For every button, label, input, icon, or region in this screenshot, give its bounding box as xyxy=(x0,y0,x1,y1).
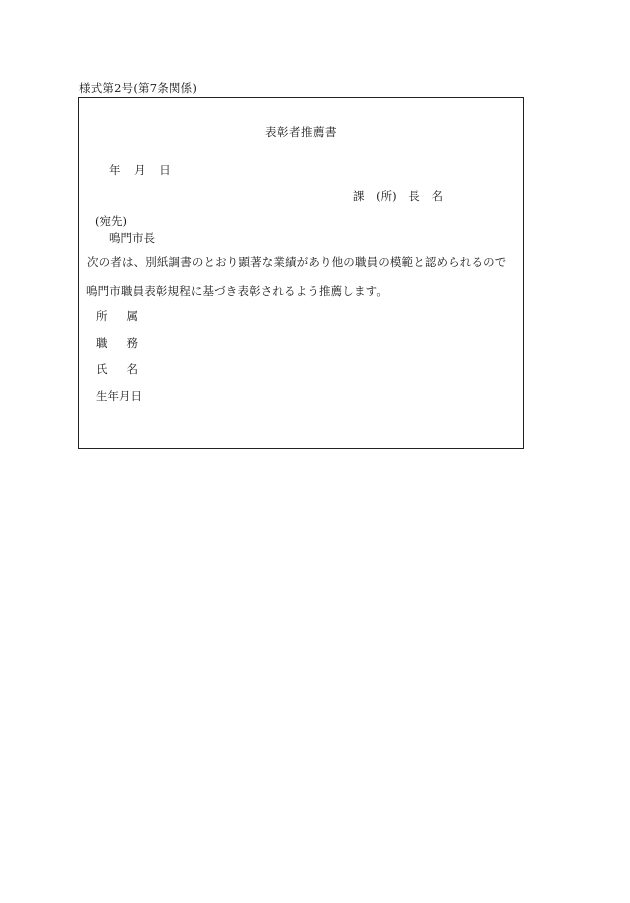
form-number-label: 様式第2号(第7条関係) xyxy=(79,81,198,95)
field-affiliation-label: 所属 xyxy=(96,309,157,323)
addressee-name: 鳴門市長 xyxy=(109,231,155,245)
field-birthdate-label: 生年月日 xyxy=(96,389,142,403)
recommendation-form xyxy=(78,97,524,449)
form-title: 表彰者推薦書 xyxy=(265,125,337,139)
date-line: 年 月 日 xyxy=(109,163,171,177)
signer-line: 課 (所) 長 名 xyxy=(353,189,443,203)
body-text-line-2: 鳴門市職員表彰規程に基づき表彰されるよう推薦します。 xyxy=(86,284,388,298)
body-text-line-1: 次の者は、別紙調書のとおり顕著な業績があり他の職員の模範と認められるので xyxy=(87,255,507,269)
field-position-label: 職務 xyxy=(96,336,157,350)
field-name-label: 氏名 xyxy=(96,362,157,376)
addressee-label: (宛先) xyxy=(95,214,127,228)
